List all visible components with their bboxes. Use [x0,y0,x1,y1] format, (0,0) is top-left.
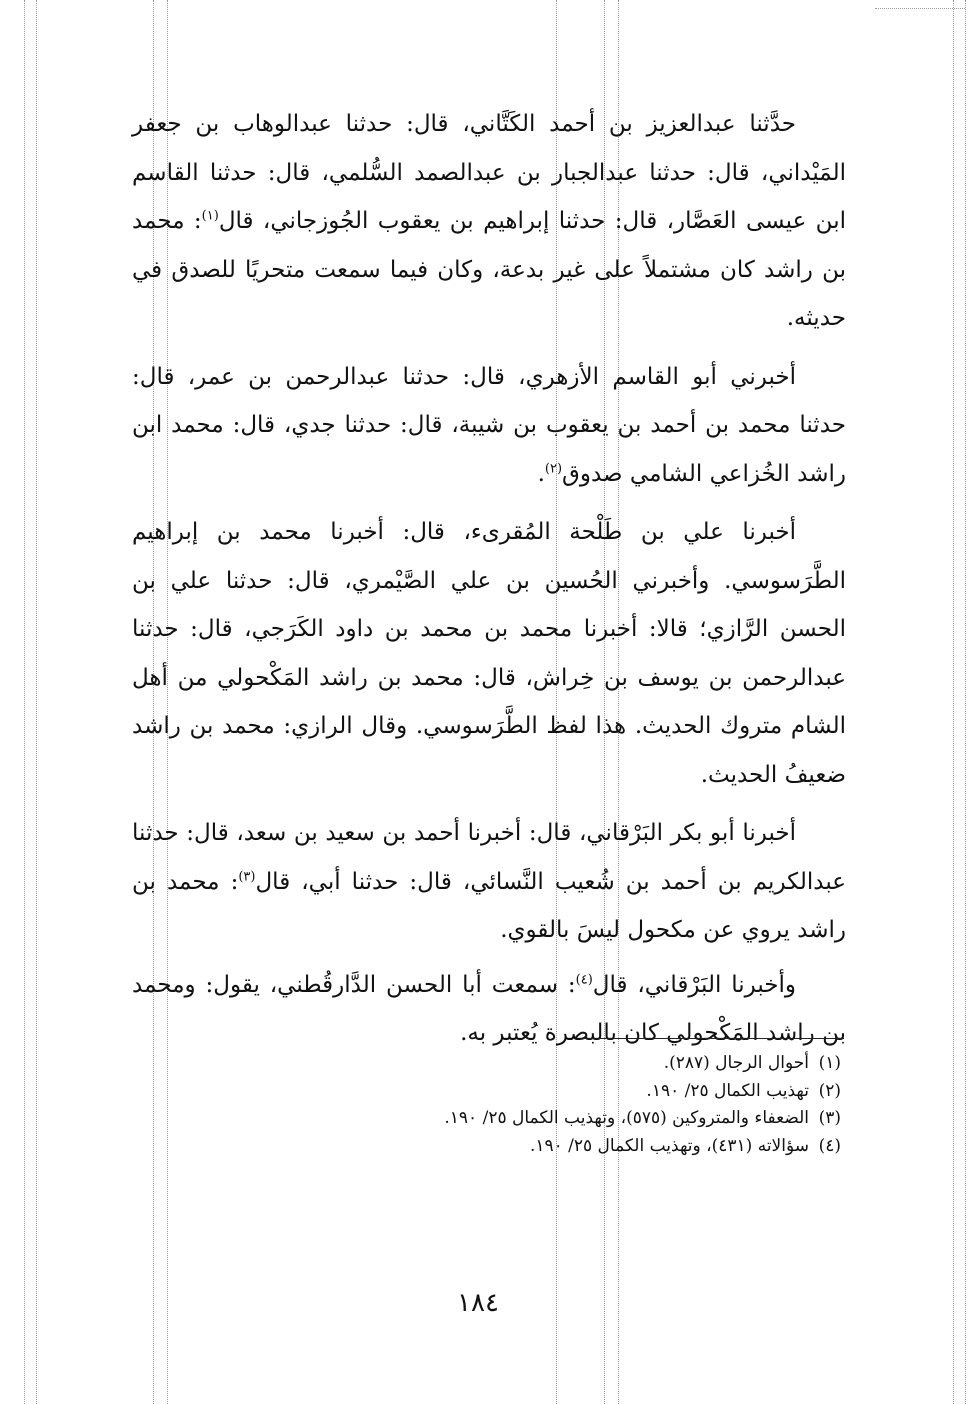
footnote-text: تهذيب الكمال ٢٥/ ١٩٠. [646,1080,809,1101]
scan-artifact-line [953,0,954,1404]
paragraph-text: : سمعت أبا الحسن الدَّارقُطني، يقول: ومحمد بن راشد المَكْحولي كان بالبصرة يُعتبر به. [132,971,846,1046]
footnote-ref[interactable]: (٤) [575,971,593,987]
paragraph [132,809,846,955]
footnote-number: (١) [818,1053,841,1073]
paragraph-text: : محمد بن راشد يروي عن مكحول ليسَ بالقوي. [132,868,846,943]
paragraph [132,353,846,499]
scan-artifact-line [24,0,25,1404]
paragraph-text: أخبرني أبو القاسم الأزهري، قال: حدثنا عبدالرحمن بن عمر، قال: حدثنا محمد بن أحمد بن يعقوب بن شيبة، قال: حدثنا جدي، قال: محمد ابن راشد الخُزاعي الشامي صدوق [132,363,846,487]
footnote-ref[interactable]: (٣) [238,868,256,884]
footnote [281,1078,841,1106]
footnote [281,1133,841,1161]
paragraph-text: أخبرنا أبو بكر البَرْقاني، قال: أخبرنا أحمد بن سعيد بن سعد، قال: حدثنا عبدالكريم بن أحمد بن شُعيب النَّسائي، قال: حدثنا أبي، قال [132,820,846,895]
footnotes [281,1050,841,1160]
footnote-number: (٢) [818,1080,841,1101]
paragraph-text: أخبرنا علي بن طَلْحة المُقرىء، قال: أخبرنا محمد بن إبراهيم الطَّرَسوسي. وأخبرني الحُسين بن علي الصَّيْمري، قال: حدثنا علي بن الحسن الرَّازي؛ قالا: أخبرنا محمد بن محمد بن داود الكَرَجي، قال: حدثنا عبدالرحمن بن يوسف بن خِراش، قال: محمد بن راشد المَكْحولي من أهل الشام متروك الحديث. هذا لفظ الطَّرَسوسي. وقال الرازي: محمد بن راشد ضعيفُ الحديث. [132,519,846,788]
paragraph-text: حدَّثنا عبدالعزيز بن أحمد الكَتَّاني، قال: حدثنا عبدالوهاب بن جعفر المَيْداني، قال: حدثنا عبدالجبار بن عبدالصمد السُّلمي، قال: حدثنا القاسم ابن عيسى العَصَّار، قال: حدثنا إبراهيم بن يعقوب الجُوزجاني، قال [132,111,846,234]
paragraph-text: وأخبرنا البَرْقاني، قال [592,971,796,998]
footnote [281,1105,841,1133]
footnote-text: أحوال الرجال (٢٨٧). [663,1053,809,1073]
footnote-divider [580,1038,844,1039]
footnote [281,1050,841,1078]
footnote-text: الضعفاء والمتروكين (٥٧٥)، وتهذيب الكمال ٢٥/ ١٩٠. [444,1108,809,1128]
paragraph [132,508,846,799]
scan-artifact-line [875,8,965,9]
page-number: ١٨٤ [457,1288,499,1318]
paragraph [132,100,846,343]
footnote-ref[interactable]: (١) [201,208,219,224]
footnote-text: سؤالاته (٤٣١)، وتهذيب الكمال ٢٥/ ١٩٠. [529,1135,809,1156]
scan-artifact-line [965,0,966,1404]
scan-artifact-line [36,0,37,1404]
footnote-number: (٤) [818,1135,841,1156]
footnote-ref[interactable]: (٢) [544,460,563,476]
paragraph [132,961,846,1058]
paragraph-text: : محمد بن راشد كان مشتملاً على غير بدعة، وكان فيما سمعت متحريًا للصدق في حديثه. [132,208,846,331]
footnote-number: (٣) [818,1108,841,1128]
main-text [132,100,846,1068]
paragraph-text: . [537,460,545,487]
